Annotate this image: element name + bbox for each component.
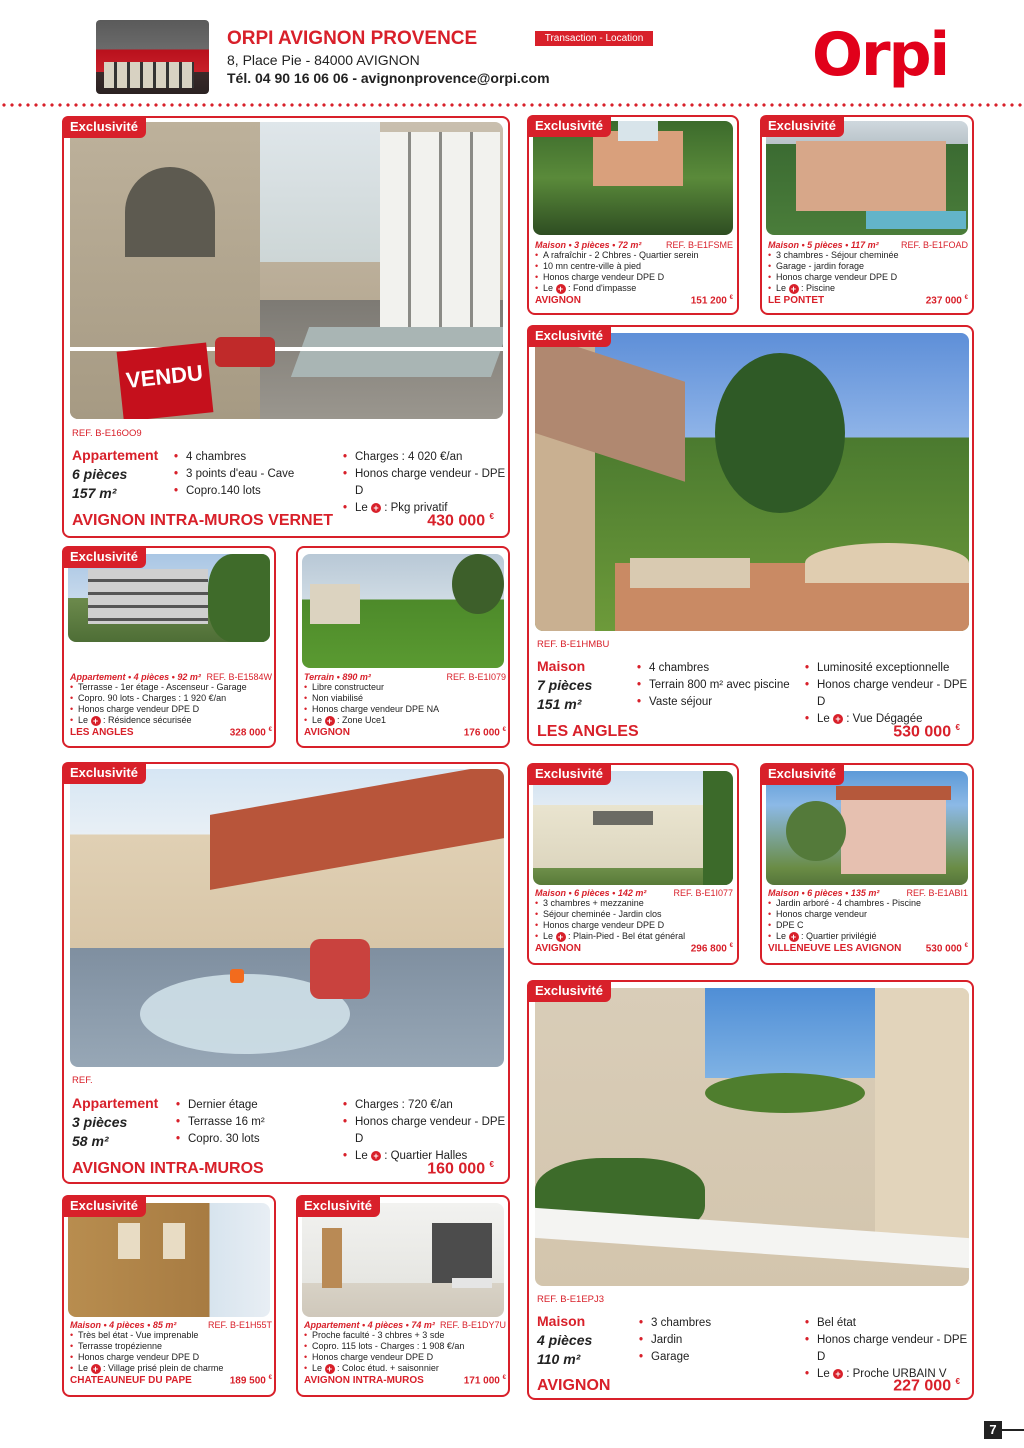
feature: • Honos charge vendeur - DPE D bbox=[805, 677, 972, 711]
feature: • Le + : Quartier Halles bbox=[343, 1148, 508, 1165]
rooms: 3 pièces bbox=[72, 1114, 128, 1130]
listing-type bbox=[72, 446, 158, 503]
plus-icon: + bbox=[325, 716, 335, 726]
rooms: 6 pièces bbox=[72, 466, 128, 482]
feature: • Séjour cheminée - Jardin clos bbox=[535, 909, 733, 920]
feature: • Honos charge vendeur DPE D bbox=[768, 272, 968, 283]
features bbox=[304, 682, 506, 726]
exclusive-label: Exclusivité bbox=[62, 1195, 146, 1217]
feature: • 3 points d'eau - Cave bbox=[174, 466, 294, 483]
plus-icon: + bbox=[91, 1364, 101, 1374]
exclusive-label: Exclusivité bbox=[527, 980, 611, 1002]
listing-type: Maison • 4 pièces • 85 m² bbox=[70, 1320, 177, 1330]
features-left bbox=[639, 1315, 711, 1366]
feature: • Le + : Zone Uce1 bbox=[304, 715, 506, 726]
plus-icon: + bbox=[91, 716, 101, 726]
feature: • A rafraîchir - 2 Chbres - Quartier serein bbox=[535, 250, 733, 261]
listing-ref: REF. B-E1DY7U bbox=[439, 1320, 506, 1330]
feature: • Libre constructeur bbox=[304, 682, 506, 693]
feature: • Honos charge vendeur - DPE D bbox=[343, 466, 508, 500]
listing-photo bbox=[533, 121, 733, 235]
listing-ref: REF. B-E1FOAD bbox=[900, 240, 968, 250]
exclusive-label: Exclusivité bbox=[296, 1195, 380, 1217]
dotted-divider bbox=[0, 103, 1024, 107]
listing-city: LE PONTET bbox=[768, 295, 825, 306]
listing-price: 171 000 € bbox=[463, 1375, 506, 1387]
feature: • Le + : Fond d'impasse bbox=[535, 283, 733, 294]
features-right bbox=[343, 1097, 508, 1165]
exclusive-label: Exclusivité bbox=[527, 763, 611, 785]
feature: • Terrasse 16 m² bbox=[176, 1114, 265, 1131]
feature: • Le + : Proche URBAIN V bbox=[805, 1366, 972, 1383]
feature: • Copro. 115 lots - Charges : 1 908 €/an bbox=[304, 1341, 506, 1352]
listing-city: LES ANGLES bbox=[537, 723, 639, 740]
listing-city: VILLENEUVE LES AVIGNON bbox=[768, 943, 902, 954]
features bbox=[70, 1330, 272, 1374]
feature: • Le + : Coloc étud. + saisonnier bbox=[304, 1363, 506, 1374]
plus-icon: + bbox=[371, 503, 381, 513]
feature: • Honos charge vendeur DPE D bbox=[70, 704, 272, 715]
feature: • Très bel état - Vue imprenable bbox=[70, 1330, 272, 1341]
feature: • Le + : Quartier privilégié bbox=[768, 931, 968, 942]
feature: • 3 chambres + mezzanine bbox=[535, 898, 733, 909]
listing-ref: REF. B-E1H55T bbox=[207, 1320, 272, 1330]
feature: • Copro. 90 lots - Charges : 1 920 €/an bbox=[70, 693, 272, 704]
feature: • Terrasse tropézienne bbox=[70, 1341, 272, 1352]
plus-icon: + bbox=[789, 284, 799, 294]
feature: • Terrain 800 m² avec piscine bbox=[637, 677, 790, 694]
listing-card-small[interactable] bbox=[62, 1195, 276, 1397]
exclusive-label: Exclusivité bbox=[760, 763, 844, 785]
vendu-sign: VENDU bbox=[117, 342, 214, 419]
listing-details bbox=[304, 1320, 506, 1386]
feature: • 10 mn centre-ville à pied bbox=[535, 261, 733, 272]
type-label: Appartement bbox=[72, 1095, 159, 1111]
features bbox=[768, 250, 968, 294]
plus-icon: + bbox=[371, 1151, 381, 1161]
listing-type bbox=[537, 1312, 592, 1369]
feature: • Terrasse - 1er étage - Ascenseur - Garage bbox=[70, 682, 272, 693]
listing-ref: REF. B-E1HMBU bbox=[537, 639, 610, 650]
feature: • Le + : Vue Dégagée bbox=[805, 711, 972, 728]
listing-card-big[interactable] bbox=[527, 980, 974, 1400]
feature: • Honos charge vendeur DPE NA bbox=[304, 704, 506, 715]
agency-contact: Tél. 04 90 16 06 06 - avignonprovence@orpi.com bbox=[227, 70, 550, 86]
features-right bbox=[343, 449, 508, 517]
features bbox=[535, 898, 733, 942]
listing-price: 237 000 € bbox=[925, 295, 968, 307]
listing-photo bbox=[766, 121, 968, 235]
feature: • Vaste séjour bbox=[637, 694, 790, 711]
listing-photo bbox=[68, 1203, 270, 1317]
listing-details bbox=[768, 240, 968, 306]
listing-photo bbox=[766, 771, 968, 885]
listing-type bbox=[537, 657, 592, 714]
listing-photo bbox=[70, 769, 504, 1067]
plus-icon: + bbox=[833, 1369, 843, 1379]
listing-price: 189 500 € bbox=[229, 1375, 272, 1387]
listing-ref: REF. B-E1FSME bbox=[665, 240, 733, 250]
listing-ref: REF. B-E1584W bbox=[206, 672, 272, 682]
listing-photo bbox=[535, 988, 969, 1286]
listing-type: Maison • 6 pièces • 135 m² bbox=[768, 888, 880, 898]
listing-details bbox=[535, 240, 733, 306]
feature: • Honos charge vendeur DPE D bbox=[535, 920, 733, 931]
listing-details bbox=[70, 1320, 272, 1386]
listing-city: CHATEAUNEUF DU PAPE bbox=[70, 1375, 192, 1386]
feature: • Honos charge vendeur DPE D bbox=[535, 272, 733, 283]
features bbox=[304, 1330, 506, 1374]
features bbox=[535, 250, 733, 294]
listing-city: AVIGNON INTRA-MUROS VERNET bbox=[72, 512, 334, 529]
listing-photo bbox=[70, 122, 503, 419]
feature: • Honos charge vendeur - DPE D bbox=[805, 1332, 972, 1366]
type-label: Appartement bbox=[72, 447, 159, 463]
listing-city: LES ANGLES bbox=[70, 727, 134, 738]
feature: • Honos charge vendeur DPE D bbox=[70, 1352, 272, 1363]
listing-ref: REF. B-E1ABI1 bbox=[906, 888, 968, 898]
type-label: Maison bbox=[537, 658, 586, 674]
plus-icon: + bbox=[833, 714, 843, 724]
feature: • Le + : Plain-Pied - Bel état général bbox=[535, 931, 733, 942]
listing-price: 176 000 € bbox=[463, 727, 506, 739]
page-number-line bbox=[1002, 1429, 1024, 1431]
features-right bbox=[805, 660, 972, 728]
feature: • Charges : 720 €/an bbox=[343, 1097, 508, 1114]
feature: • 4 chambres bbox=[174, 449, 294, 466]
plus-icon: + bbox=[556, 932, 566, 942]
listing-card-small[interactable] bbox=[760, 763, 974, 965]
listing-ref: REF. bbox=[72, 1075, 93, 1086]
feature: • Non viabilisé bbox=[304, 693, 506, 704]
listing-card-big[interactable] bbox=[527, 325, 974, 746]
listing-price: 530 000 € bbox=[925, 943, 968, 955]
listing-type: Appartement • 4 pièces • 74 m² bbox=[304, 1320, 435, 1330]
feature: • 3 chambres - Séjour cheminée bbox=[768, 250, 968, 261]
feature: • Le + : Piscine bbox=[768, 283, 968, 294]
listing-ref: REF. B-E1I077 bbox=[673, 888, 733, 898]
listing-details bbox=[535, 888, 733, 954]
listing-card-small[interactable] bbox=[62, 546, 276, 748]
listing-card-small[interactable] bbox=[296, 1195, 510, 1397]
listing-ref: REF. B-E1EPJ3 bbox=[537, 1294, 605, 1305]
listing-photo bbox=[302, 1203, 504, 1317]
listing-type: Maison • 6 pièces • 142 m² bbox=[535, 888, 647, 898]
feature: • Copro.140 lots bbox=[174, 483, 294, 500]
listing-city: AVIGNON INTRA-MUROS bbox=[304, 1375, 424, 1386]
area: 110 m² bbox=[537, 1351, 581, 1367]
listing-price: 151 200 € bbox=[690, 295, 733, 307]
feature: • Garage bbox=[639, 1349, 711, 1366]
listing-city: AVIGNON bbox=[535, 943, 581, 954]
plus-icon: + bbox=[556, 284, 566, 294]
rooms: 7 pièces bbox=[537, 677, 593, 693]
feature: • 3 chambres bbox=[639, 1315, 711, 1332]
feature: • Le + : Résidence sécurisée bbox=[70, 715, 272, 726]
feature: • Dernier étage bbox=[176, 1097, 265, 1114]
listing-type: Maison • 5 pièces • 117 m² bbox=[768, 240, 879, 250]
exclusive-label: Exclusivité bbox=[62, 762, 146, 784]
feature: • 4 chambres bbox=[637, 660, 790, 677]
feature: • Honos charge vendeur - DPE D bbox=[343, 1114, 508, 1148]
listing-type: Appartement • 4 pièces • 92 m² bbox=[70, 672, 201, 682]
listing-city: AVIGNON INTRA-MUROS bbox=[72, 1160, 264, 1177]
features bbox=[70, 682, 272, 726]
plus-icon: + bbox=[325, 1364, 335, 1374]
area: 151 m² bbox=[537, 696, 582, 712]
listing-photo bbox=[302, 554, 504, 668]
agency-address: 8, Place Pie - 84000 AVIGNON bbox=[227, 52, 420, 68]
listing-card-big[interactable] bbox=[62, 116, 510, 538]
exclusive-label: Exclusivité bbox=[62, 546, 146, 568]
features-right bbox=[805, 1315, 972, 1383]
listing-card-small[interactable] bbox=[527, 763, 739, 965]
listing-price: 296 800 € bbox=[690, 943, 733, 955]
exclusive-label: Exclusivité bbox=[62, 116, 146, 138]
feature: • Honos charge vendeur DPE D bbox=[304, 1352, 506, 1363]
features-left bbox=[637, 660, 790, 711]
area: 58 m² bbox=[72, 1133, 109, 1149]
listing-price: 530 000 € bbox=[893, 723, 960, 741]
feature: • Le + : Pkg privatif bbox=[343, 500, 508, 517]
listing-city: AVIGNON bbox=[535, 295, 581, 306]
features-left bbox=[176, 1097, 265, 1148]
feature: • Jardin arboré - 4 chambres - Piscine bbox=[768, 898, 968, 909]
feature: • Garage - jardin forage bbox=[768, 261, 968, 272]
listing-city: AVIGNON bbox=[537, 1377, 611, 1394]
feature: • Honos charge vendeur bbox=[768, 909, 968, 920]
listing-card-big[interactable] bbox=[62, 762, 510, 1184]
exclusive-label: Exclusivité bbox=[527, 115, 611, 137]
listing-details bbox=[70, 672, 272, 738]
listing-type: Maison • 3 pièces • 72 m² bbox=[535, 240, 642, 250]
listing-details bbox=[304, 672, 506, 738]
listing-ref: REF. B-E1I079 bbox=[446, 672, 506, 682]
rooms: 4 pièces bbox=[537, 1332, 593, 1348]
listing-type bbox=[72, 1094, 158, 1151]
agency-name: ORPI AVIGNON PROVENCE bbox=[227, 28, 478, 49]
exclusive-label: Exclusivité bbox=[760, 115, 844, 137]
listing-card-small[interactable] bbox=[527, 115, 739, 315]
listing-price: 430 000 € bbox=[427, 512, 494, 530]
agency-storefront-photo bbox=[96, 20, 209, 94]
plus-icon: + bbox=[789, 932, 799, 942]
listing-price: 160 000 € bbox=[427, 1160, 494, 1178]
listing-ref: REF. B-E16OO9 bbox=[72, 428, 142, 439]
feature: • Proche faculté - 3 chbres + 3 sde bbox=[304, 1330, 506, 1341]
feature: • Luminosité exceptionnelle bbox=[805, 660, 972, 677]
type-label: Maison bbox=[537, 1313, 586, 1329]
feature: • DPE C bbox=[768, 920, 968, 931]
listing-photo bbox=[535, 333, 969, 631]
features-left bbox=[174, 449, 294, 500]
transaction-badge: Transaction - Location bbox=[535, 31, 653, 46]
area: 157 m² bbox=[72, 485, 117, 501]
page-number: 7 bbox=[984, 1421, 1002, 1439]
feature: • Le + : Village prisé plein de charme bbox=[70, 1363, 272, 1374]
feature: • Jardin bbox=[639, 1332, 711, 1349]
features bbox=[768, 898, 968, 942]
listing-price: 227 000 € bbox=[893, 1377, 960, 1395]
orpi-logo: Orpi bbox=[812, 20, 949, 90]
feature: • Bel état bbox=[805, 1315, 972, 1332]
exclusive-label: Exclusivité bbox=[527, 325, 611, 347]
listing-city: AVIGNON bbox=[304, 727, 350, 738]
feature: • Copro. 30 lots bbox=[176, 1131, 265, 1148]
listing-card-small[interactable] bbox=[296, 546, 510, 748]
feature: • Charges : 4 020 €/an bbox=[343, 449, 508, 466]
listing-price: 328 000 € bbox=[229, 727, 272, 739]
listing-type: Terrain • 890 m² bbox=[304, 672, 371, 682]
listing-photo bbox=[533, 771, 733, 885]
listing-card-small[interactable] bbox=[760, 115, 974, 315]
listing-details bbox=[768, 888, 968, 954]
